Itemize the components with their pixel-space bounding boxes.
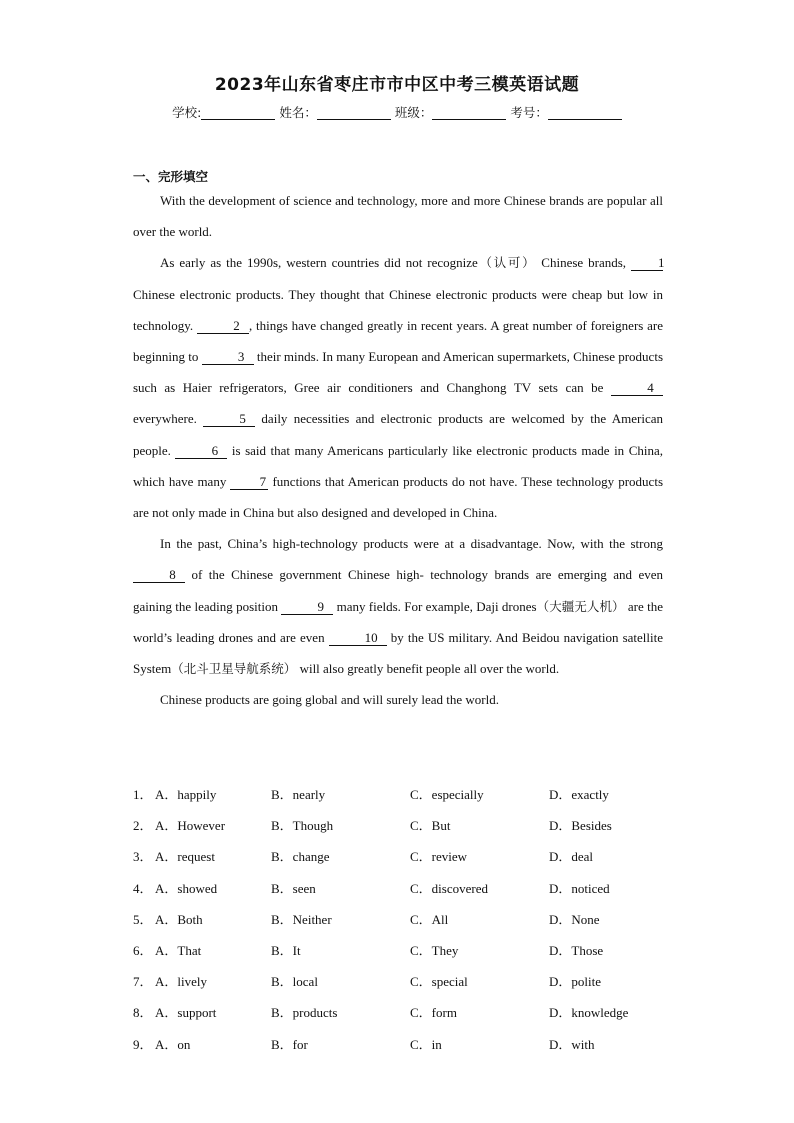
question-number: 9． bbox=[133, 1036, 153, 1052]
text-run: everywhere. bbox=[133, 411, 204, 427]
option-c[interactable]: C．especially bbox=[410, 787, 484, 803]
text-run: are the world’s leading drones and are even bbox=[133, 598, 663, 645]
question-row-9 bbox=[133, 1028, 733, 1059]
text-run: As early as the 1990s, western countries did not recognize bbox=[160, 255, 478, 271]
question-number: 2． bbox=[133, 818, 153, 834]
text-run: In the past, China’s high-technology products were at a disadvantage. Now, with the strong bbox=[160, 536, 663, 552]
section-heading: 一、完形填空 bbox=[133, 169, 209, 184]
text-run: , things have changed greatly in recent years. A great number of foreigners are beginning to bbox=[133, 317, 664, 365]
text-run: of the Chinese government Chinese high- technology brands are emerging and even gaining the leading position bbox=[133, 567, 663, 614]
option-b[interactable]: B．Though bbox=[271, 818, 334, 834]
number-blank bbox=[548, 106, 622, 120]
option-c[interactable]: C．form bbox=[410, 1005, 457, 1021]
option-c[interactable]: C．review bbox=[410, 849, 468, 865]
question-row-5 bbox=[133, 903, 733, 934]
option-b[interactable]: B．It bbox=[271, 943, 301, 959]
text-run: is said that many Americans particularly like electronic products made in China, which have many bbox=[133, 442, 663, 489]
question-number: 4． bbox=[133, 880, 153, 896]
option-a[interactable]: A．However bbox=[155, 818, 226, 834]
question-number: 3． bbox=[133, 849, 153, 865]
class-label: 班级： bbox=[394, 105, 433, 120]
option-c[interactable]: C．special bbox=[410, 974, 468, 990]
text-run: many fields. For example, Daji drones bbox=[333, 598, 537, 614]
student-info-line bbox=[0, 103, 794, 121]
option-a[interactable]: A．request bbox=[155, 849, 215, 865]
number-label: 考号： bbox=[510, 105, 548, 120]
chinese-gloss: （认可） bbox=[477, 255, 537, 271]
blank-8: 8 bbox=[133, 568, 185, 583]
question-row-1 bbox=[133, 778, 733, 809]
blank-1: 1 bbox=[631, 256, 663, 271]
option-d[interactable]: D．knowledge bbox=[549, 1005, 629, 1021]
option-c[interactable]: C．They bbox=[410, 943, 459, 959]
blank-7: 7 bbox=[230, 475, 268, 490]
text-run: Chinese electronic products. They thought that Chinese electronic products were cheap but low in technology. bbox=[133, 286, 663, 333]
question-row-7 bbox=[133, 965, 733, 996]
option-b[interactable]: B．nearly bbox=[271, 787, 326, 803]
text-run: their minds. In many European and American supermarkets, Chinese products such as Haier refrigerators, Gree air conditioners and Changhong TV sets can be bbox=[133, 349, 664, 396]
blank-2: 2 bbox=[197, 319, 249, 334]
option-a[interactable]: A．That bbox=[155, 943, 202, 959]
option-b[interactable]: B．products bbox=[271, 1005, 338, 1021]
question-row-8 bbox=[133, 996, 733, 1027]
option-c[interactable]: C．All bbox=[410, 911, 449, 927]
question-number: 1． bbox=[133, 787, 153, 803]
option-d[interactable]: D．Those bbox=[549, 943, 604, 959]
option-a[interactable]: A．Both bbox=[155, 911, 203, 927]
option-b[interactable]: B．Neither bbox=[271, 911, 332, 927]
option-b[interactable]: B．change bbox=[271, 849, 330, 865]
paragraph-2 bbox=[133, 247, 663, 528]
question-number: 5． bbox=[133, 911, 153, 927]
question-row-6 bbox=[133, 934, 733, 965]
option-d[interactable]: D．None bbox=[549, 911, 600, 927]
blank-9: 9 bbox=[281, 600, 333, 615]
answer-options bbox=[133, 778, 733, 1059]
option-c[interactable]: C．in bbox=[410, 1036, 442, 1052]
blank-6: 6 bbox=[175, 444, 227, 459]
chinese-gloss: （大疆无人机） bbox=[536, 598, 625, 614]
blank-5: 5 bbox=[203, 412, 255, 427]
blank-4: 4 bbox=[611, 381, 663, 396]
option-a[interactable]: A．lively bbox=[155, 974, 207, 990]
page-title: 2023年山东省枣庄市市中区中考三模英语试题 bbox=[214, 75, 580, 95]
paragraph-3 bbox=[133, 528, 663, 684]
question-row-2 bbox=[133, 809, 733, 840]
question-row-4 bbox=[133, 872, 733, 903]
blank-10: 10 bbox=[329, 631, 387, 646]
text-run: Chinese brands, bbox=[536, 255, 627, 271]
text-run: daily necessities and electronic products are welcomed by the American people. bbox=[133, 411, 663, 458]
paragraph-1: With the development of science and technology, more and more Chinese brands are popular all over the world. bbox=[133, 193, 663, 240]
option-b[interactable]: B．local bbox=[271, 974, 318, 990]
option-d[interactable]: D．exactly bbox=[549, 787, 609, 803]
question-number: 8． bbox=[133, 1005, 153, 1021]
option-c[interactable]: C．discovered bbox=[410, 880, 488, 896]
option-a[interactable]: A．support bbox=[155, 1005, 217, 1021]
question-row-3 bbox=[133, 840, 733, 871]
school-blank bbox=[201, 106, 275, 120]
text-run: by the US military. And Beidou navigation satellite System bbox=[133, 629, 664, 677]
option-a[interactable]: A．showed bbox=[155, 880, 218, 896]
option-d[interactable]: D．Besides bbox=[549, 818, 612, 834]
blank-3: 3 bbox=[202, 350, 254, 365]
option-d[interactable]: D．polite bbox=[549, 974, 601, 990]
class-blank bbox=[432, 106, 506, 120]
question-number: 7． bbox=[133, 974, 153, 990]
option-d[interactable]: D．with bbox=[549, 1036, 595, 1052]
option-a[interactable]: A．happily bbox=[155, 787, 217, 803]
question-number: 6． bbox=[133, 943, 153, 959]
cloze-passage bbox=[133, 185, 663, 715]
paragraph-4: Chinese products are going global and will surely lead the world. bbox=[160, 692, 500, 708]
option-d[interactable]: D．noticed bbox=[549, 880, 610, 896]
school-label: 学校: bbox=[172, 105, 202, 120]
chinese-gloss: （北斗卫星导航系统） bbox=[171, 661, 297, 677]
option-c[interactable]: C．But bbox=[410, 818, 451, 834]
option-a[interactable]: A．on bbox=[155, 1036, 191, 1052]
text-run: will also greatly benefit people all over the world. bbox=[296, 661, 560, 677]
name-blank bbox=[317, 106, 391, 120]
option-b[interactable]: B．seen bbox=[271, 880, 316, 896]
option-b[interactable]: B．for bbox=[271, 1036, 308, 1052]
option-d[interactable]: D．deal bbox=[549, 849, 594, 865]
name-label: 姓名： bbox=[279, 105, 317, 120]
text-run: functions that American products do not have. These technology products are not only made in China but also designed and developed in China. bbox=[133, 473, 663, 521]
